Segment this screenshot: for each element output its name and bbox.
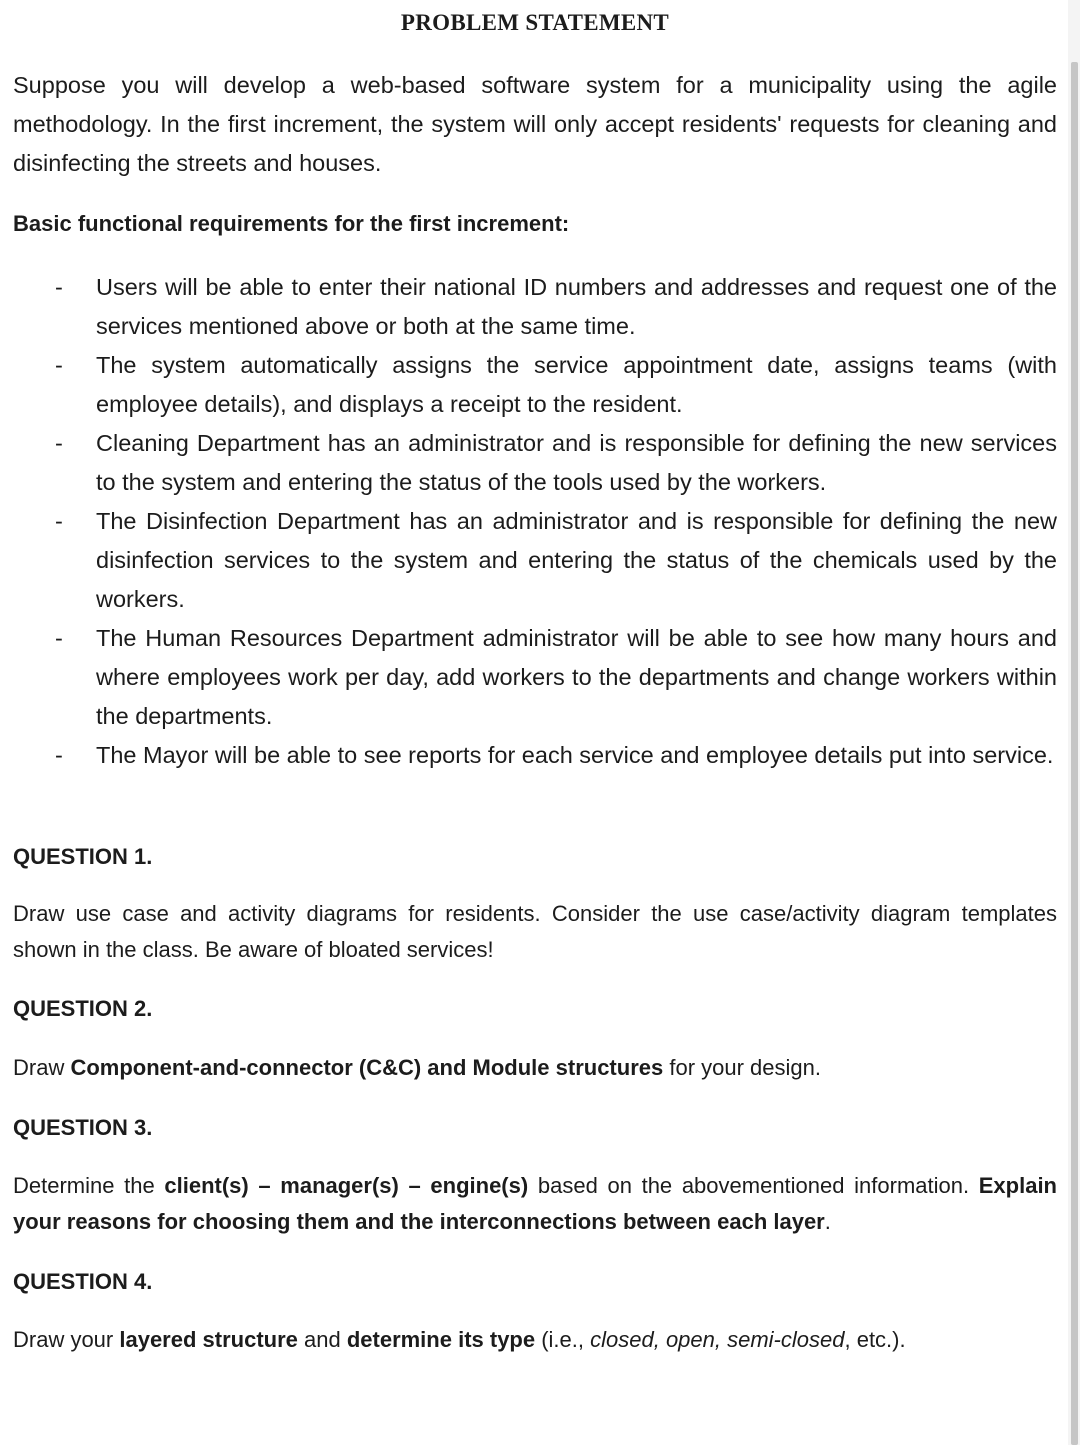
page-title: PROBLEM STATEMENT xyxy=(400,10,670,35)
vertical-scrollbar[interactable] xyxy=(1068,0,1080,1445)
list-item xyxy=(0,346,1057,424)
question-1-text: Draw use case and activity diagrams for residents. Consider the use case/activity diagram templates shown in the class. Be aware of bloated services! xyxy=(13,901,1057,962)
question-2-heading: QUESTION 2. xyxy=(13,996,153,1021)
q3-text-part: . xyxy=(824,1209,831,1234)
question-4-heading: QUESTION 4. xyxy=(13,1269,153,1294)
bullet-dash: - xyxy=(55,352,63,378)
list-item xyxy=(0,424,1057,502)
scrollbar-thumb[interactable] xyxy=(1071,62,1078,1445)
q4-text-part: (i.e., xyxy=(535,1327,591,1352)
bullet-dash: - xyxy=(55,742,63,768)
requirements-heading: Basic functional requirements for the first increment: xyxy=(13,211,570,236)
requirement-text: Users will be able to enter their national ID numbers and addresses and request one of the services mentioned above or both at the same time. xyxy=(96,274,1057,339)
question-2-text xyxy=(13,1050,1057,1086)
requirement-text: The Human Resources Department administrator will be able to see how many hours and where employees work per day, add workers to the departments and change workers within the departments. xyxy=(96,625,1057,729)
q3-bold-part: Explain your reasons for choosing them and the interconnections between each layer xyxy=(13,1173,1057,1234)
requirement-text: Cleaning Department has an administrator and is responsible for defining the new services to the system and entering the status of the tools used by the workers. xyxy=(96,430,1057,495)
list-item xyxy=(0,619,1057,736)
q2-text-part: Draw xyxy=(13,1055,71,1080)
requirements-list xyxy=(0,268,1060,775)
requirement-text: The Disinfection Department has an administrator and is responsible for defining the new disinfection services to the system and entering the status of the chemicals used by the workers. xyxy=(96,508,1057,612)
q2-bold-part: Component-and-connector (C&C) and Module structures xyxy=(70,1055,664,1080)
bullet-dash: - xyxy=(55,430,63,456)
question-1-heading: QUESTION 1. xyxy=(13,844,153,869)
list-item xyxy=(0,502,1057,619)
q4-italic-part: closed, open, semi-closed xyxy=(590,1327,845,1352)
q4-text-part: and xyxy=(297,1327,347,1352)
question-3-text xyxy=(13,1168,1057,1240)
q4-text-part: Draw your xyxy=(13,1327,120,1352)
question-4-text xyxy=(13,1322,1057,1358)
list-item xyxy=(0,268,1057,346)
intro-paragraph: Suppose you will develop a web-based software system for a municipality using the agile methodology. In the first increment, the system will only accept residents' requests for cleaning and disinfecting the streets and houses. xyxy=(13,72,1057,176)
q4-bold-part: determine its type xyxy=(346,1327,536,1352)
q2-text-part: for your design. xyxy=(663,1055,821,1080)
bullet-dash: - xyxy=(55,625,63,651)
q3-bold-part: client(s) – manager(s) – engine(s) xyxy=(164,1173,529,1198)
requirement-text: The Mayor will be able to see reports for each service and employee details put into service. xyxy=(96,742,1054,768)
q4-bold-part: layered structure xyxy=(119,1327,298,1352)
requirement-text: The system automatically assigns the service appointment date, assigns teams (with employee details), and displays a receipt to the resident. xyxy=(96,352,1057,417)
q3-text-part: Determine the xyxy=(13,1173,165,1198)
bullet-dash: - xyxy=(55,508,63,534)
q4-text-part: , etc.). xyxy=(844,1327,906,1352)
q3-text-part: based on the abovementioned information. xyxy=(528,1173,979,1198)
question-3-heading: QUESTION 3. xyxy=(13,1115,153,1140)
bullet-dash: - xyxy=(55,274,63,300)
list-item xyxy=(0,736,1057,775)
